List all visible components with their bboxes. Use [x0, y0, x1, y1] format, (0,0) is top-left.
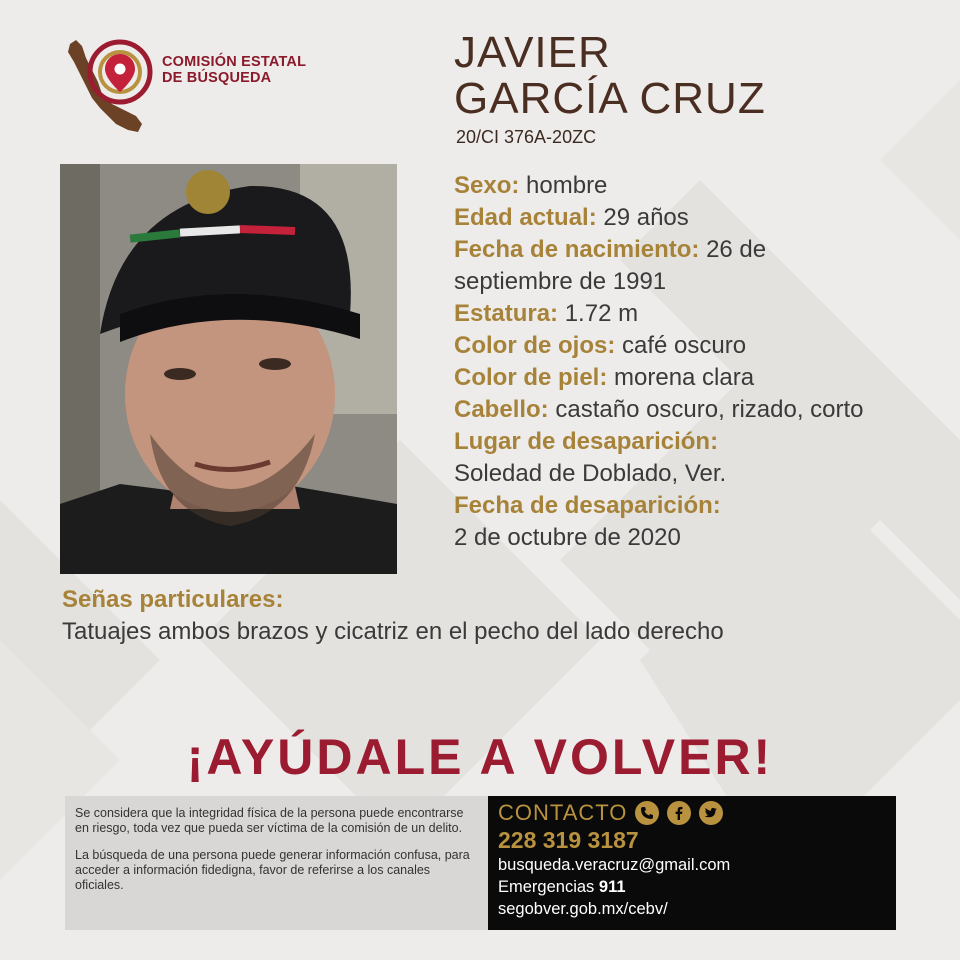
person-details [454, 170, 954, 554]
disclaimer-paragraph-2: La búsqueda de una persona puede generar información confusa, para acceder a información fidedigna, favor de referirse a los canales oficiales. [75, 848, 470, 892]
detail-skin-color: Color de piel: morena clara [454, 364, 755, 391]
contact-box [488, 796, 896, 930]
detail-disappearance-place-label: Lugar de desaparición: [454, 428, 719, 455]
detail-disappearance-place: Soledad de Doblado, Ver. [454, 460, 727, 487]
commission-logo [62, 36, 332, 136]
distinguishing-marks-text: Tatuajes ambos brazos y cicatriz en el pecho del lado derecho [62, 618, 724, 645]
twitter-icon[interactable] [699, 801, 723, 825]
contact-title: CONTACTO [498, 800, 628, 825]
person-name: JAVIER GARCÍA CRUZ [454, 28, 766, 123]
slogan: ¡AYÚDALE A VOLVER! [186, 729, 774, 785]
case-number: 20/CI 376A-20ZC [456, 127, 597, 147]
person-photo [60, 164, 397, 574]
detail-birthdate: Fecha de nacimiento: 26 de [454, 236, 767, 263]
detail-eye-color: Color de ojos: café oscuro [454, 332, 747, 359]
contact-emergency: Emergencias 911 [498, 878, 626, 896]
phone-icon[interactable] [635, 801, 659, 825]
disclaimer-paragraph-1: Se considera que la integridad física de la persona puede encontrarse en riesgo, toda vez que pueda ser víctima de la comisión de un delito. [75, 806, 464, 835]
detail-height: Estatura: 1.72 m [454, 300, 639, 327]
detail-sex: Sexo: hombre [454, 172, 608, 199]
facebook-icon[interactable] [667, 801, 691, 825]
distinguishing-marks-label: Señas particulares: [62, 586, 284, 613]
contact-header [498, 800, 886, 826]
detail-birthdate-cont: septiembre de 1991 [454, 268, 667, 295]
detail-hair: Cabello: castaño oscuro, rizado, corto [454, 396, 864, 423]
contact-email[interactable]: busqueda.veracruz@gmail.com [498, 856, 731, 874]
contact-website[interactable]: segobver.gob.mx/cebv/ [498, 900, 668, 918]
detail-disappearance-date-label: Fecha de desaparición: [454, 492, 721, 519]
contact-phone[interactable]: 228 319 3187 [498, 827, 639, 853]
org-name: COMISIÓN ESTATAL DE BÚSQUEDA [162, 54, 307, 86]
disclaimer-box [65, 796, 488, 930]
detail-disappearance-date: 2 de octubre de 2020 [454, 524, 681, 551]
detail-age: Edad actual: 29 años [454, 204, 689, 231]
